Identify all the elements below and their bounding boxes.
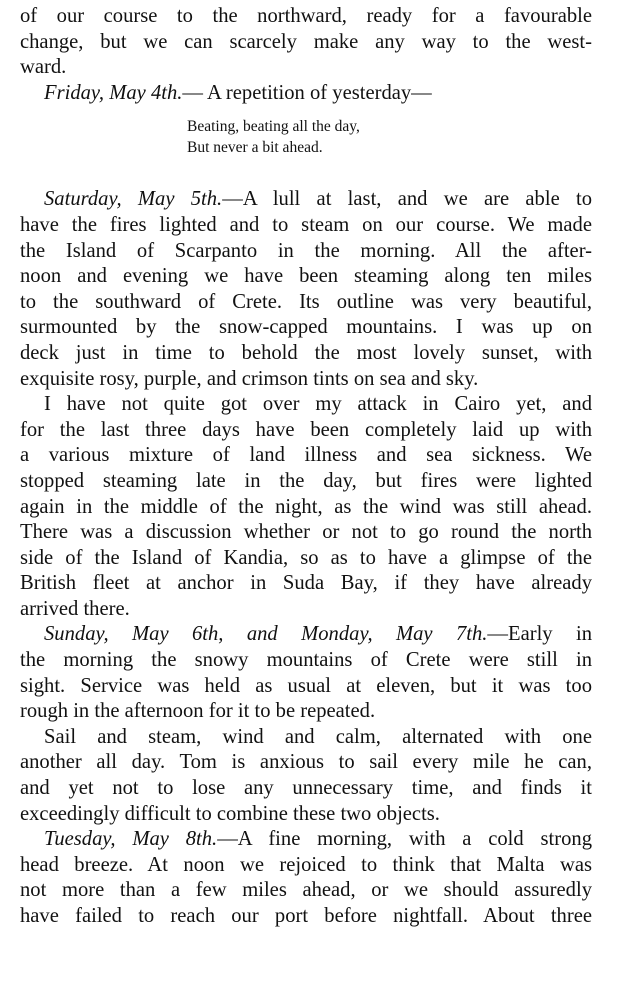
text-line — [20, 622, 592, 648]
text-line: I have not quite got over my attack in Cairo yet, and — [44, 393, 592, 416]
text-line: exquisite rosy, purple, and crimson tints on sea and sky. — [20, 367, 479, 390]
text-line: deck just in time to behold the most lovely sunset, with — [20, 341, 592, 364]
entry-date: Friday, May 4th. — [44, 81, 183, 104]
text-line: ward. — [20, 56, 67, 79]
paragraph-sail-steam — [20, 725, 592, 827]
text-line — [20, 187, 592, 213]
entry-date: Tuesday, May 8th. — [44, 828, 218, 851]
text-line: sight. Service was held as usual at eleven, but it was too — [20, 674, 592, 697]
book-page — [20, 4, 592, 930]
text-line: the Island of Scarpanto in the morning. All the after- — [20, 239, 592, 262]
text-line: surmounted by the snow-capped mountains. I was up on — [20, 316, 592, 339]
text-line — [20, 81, 592, 107]
text-line: have the fires lighted and to steam on our course. We made — [20, 213, 592, 236]
text-line: a various mixture of land illness and sea sickness. We — [20, 444, 592, 467]
paragraph-illness — [20, 392, 592, 622]
verse-line: Beating, beating all the day, — [187, 118, 360, 136]
text-line: side of the Island of Kandia, so as to have a glimpse of the — [20, 546, 592, 569]
entry-text: —Early in — [487, 623, 592, 646]
verse-line: But never a bit ahead. — [187, 139, 323, 157]
entry-saturday — [20, 187, 592, 392]
text-line: stopped steaming late in the day, but fires were lighted — [20, 469, 592, 492]
text-line: for the last three days have been completely laid up with — [20, 418, 592, 441]
text-line: arrived there. — [20, 597, 130, 620]
text-line: change, but we can scarcely make any way to the west- — [20, 30, 592, 53]
text-line: and yet not to lose any unnecessary time, and finds it — [20, 777, 592, 800]
entry-date: Sunday, May 6th, and Monday, May 7th. — [44, 623, 488, 646]
text-line: not more than a few miles ahead, or we should assuredly — [20, 879, 592, 902]
text-line: noon and evening we have been steaming along ten miles — [20, 265, 592, 288]
text-line: There was a discussion whether or not to go round the north — [20, 521, 592, 544]
text-line: British fleet at anchor in Suda Bay, if they have already — [20, 572, 592, 595]
entry-date: Saturday, May 5th. — [44, 188, 223, 211]
text-line: another all day. Tom is anxious to sail every mile he can, — [20, 751, 592, 774]
entry-tuesday — [20, 827, 592, 929]
text-line: have failed to reach our port before nightfall. About three — [20, 905, 592, 927]
text-line: of our course to the northward, ready for a favourable — [20, 5, 592, 27]
text-line: to the southward of Crete. Its outline was very beautiful, — [20, 290, 592, 313]
text-line: Sail and steam, wind and calm, alternated with one — [44, 725, 592, 748]
verse-quotation — [20, 116, 592, 158]
text-line: the morning the snowy mountains of Crete were still in — [20, 649, 592, 672]
text-line: again in the middle of the night, as the wind was still ahead. — [20, 495, 592, 518]
text-line — [20, 827, 592, 853]
entry-sunday-monday — [20, 622, 592, 724]
entry-text: — A repetition of yesterday— — [182, 81, 432, 104]
entry-text: —A lull at last, and we are able to — [222, 188, 592, 211]
paragraph-continuation — [20, 4, 592, 81]
entry-friday — [20, 81, 592, 107]
text-line: rough in the afternoon for it to be repeated. — [20, 700, 376, 723]
text-line: exceedingly difficult to combine these two objects. — [20, 802, 440, 825]
entry-text: —A fine morning, with a cold strong — [217, 828, 592, 851]
text-line: head breeze. At noon we rejoiced to think that Malta was — [20, 853, 592, 876]
